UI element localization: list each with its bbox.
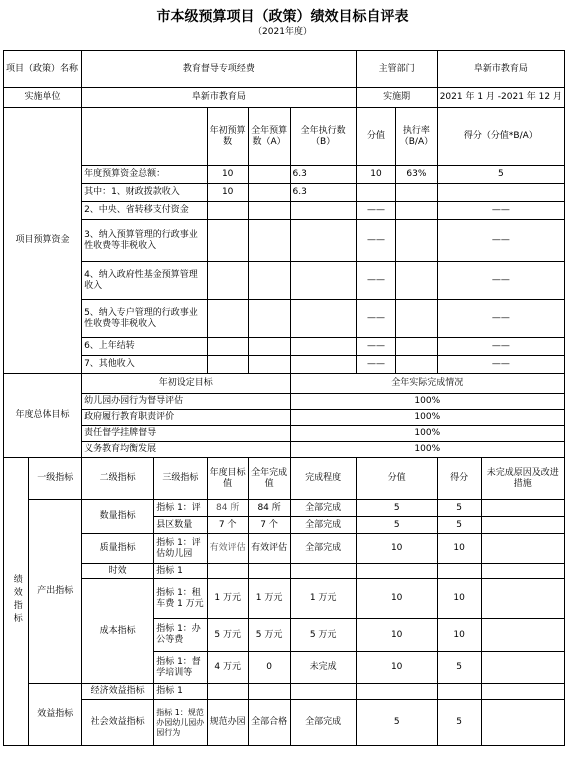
perf-l3: 指标 1 [154,564,207,579]
perf-degree [290,684,356,700]
budget-score: —— [356,262,395,300]
goal-actual: 100% [290,442,564,458]
goal-actual: 100% [290,394,564,410]
perf-actual: 全部合格 [248,700,290,746]
goal-target: 义务教育均衡发展 [82,442,290,458]
page-subtitle: （2021年度） [253,27,312,37]
perf-l3: 指标 1 [154,684,207,700]
perf-l3: 指标 1：办公等费 [154,619,207,652]
benefit-indicator-label: 效益指标 [29,684,82,746]
perf-score: 5 [356,517,437,534]
budget-row [4,166,565,184]
perf-lvl1-header: 一级指标 [29,458,82,500]
perf-l2: 成本指标 [82,579,154,684]
perf-score-header: 分值 [356,458,437,500]
goals-section-label: 年度总体目标 [4,374,82,458]
perf-actual: 有效评估 [248,534,290,564]
budget-exec: 6.3 [290,166,356,184]
budget-rate [396,262,437,300]
unit-label: 实施单位 [4,88,82,108]
perf-get: 5 [437,500,481,517]
perf-row [4,500,565,517]
budget-score: —— [356,202,395,220]
budget-initial: 10 [207,166,248,184]
perf-target: 有效评估 [207,534,248,564]
perf-actual: 7 个 [248,517,290,534]
perf-section-label: 绩效指标 [4,458,29,746]
budget-exec [290,262,356,300]
budget-initial [207,220,248,262]
perf-row [4,534,565,564]
goals-actual-header: 全年实际完成情况 [290,374,564,394]
perf-reason [481,619,564,652]
budget-score [356,184,395,202]
project-name-label: 项目（政策）名称 [4,51,82,88]
budget-row-label: 4、纳入政府性基金预算管理收入 [82,262,208,300]
col-exec-header: 全年执行数（B） [290,108,356,166]
budget-row-label: 3、纳入预算管理的行政事业性收费等非税收入 [82,220,208,262]
perf-target: 7 个 [207,517,248,534]
perf-degree: 未完成 [290,652,356,684]
budget-score: —— [356,300,395,338]
perf-score [356,564,437,579]
perf-get: 10 [437,619,481,652]
perf-actual [248,564,290,579]
goal-row [4,426,565,442]
budget-row [4,356,565,374]
goal-row [4,394,565,410]
budget-initial [207,356,248,374]
budget-rate [396,338,437,356]
budget-get: 5 [437,166,564,184]
perf-target [207,684,248,700]
perf-l2: 时效 [82,564,154,579]
perf-actual: 84 所 [248,500,290,517]
perf-l3: 指标 1：评估幼儿园 [154,534,207,564]
goals-target-header: 年初设定目标 [82,374,290,394]
perf-score [356,684,437,700]
budget-row [4,202,565,220]
perf-row [4,579,565,619]
project-name-value: 教育督导专项经费 [82,51,357,88]
perf-reason-header: 未完成原因及改进措施 [481,458,564,500]
perf-get: 10 [437,579,481,619]
budget-full [248,220,290,262]
perf-degree: 全部完成 [290,534,356,564]
goal-target: 幼儿园办园行为督导评估 [82,394,290,410]
perf-get [437,564,481,579]
budget-get: —— [437,300,564,338]
budget-row [4,184,565,202]
evaluation-table [3,50,565,746]
perf-l2: 数量指标 [82,500,154,534]
goal-actual: 100% [290,426,564,442]
dept-value: 阜新市教育局 [437,51,564,88]
budget-full [248,300,290,338]
perf-l2: 社会效益指标 [82,700,154,746]
goal-actual: 100% [290,410,564,426]
perf-actual: 5 万元 [248,619,290,652]
perf-score: 10 [356,619,437,652]
perf-reason [481,500,564,517]
col-score-header: 分值 [356,108,395,166]
col-rate-header: 执行率（B/A） [396,108,437,166]
budget-row [4,262,565,300]
budget-row-label: 年度预算资金总额： [82,166,208,184]
perf-l3: 指标 1：督学培训等 [154,652,207,684]
budget-full [248,202,290,220]
budget-exec [290,220,356,262]
perf-l3: 指标 1：租车费 1 万元 [154,579,207,619]
perf-target: 1 万元 [207,579,248,619]
perf-l2: 经济效益指标 [82,684,154,700]
perf-row [4,564,565,579]
budget-exec [290,202,356,220]
perf-actual: 1 万元 [248,579,290,619]
goal-target: 责任督学挂牌督导 [82,426,290,442]
perf-score: 5 [356,700,437,746]
budget-full [248,166,290,184]
col-full-header: 全年预算数（A） [248,108,290,166]
budget-rate [396,220,437,262]
perf-get-header: 得分 [437,458,481,500]
perf-score: 10 [356,534,437,564]
perf-reason [481,534,564,564]
budget-get: —— [437,356,564,374]
budget-initial [207,338,248,356]
budget-initial [207,262,248,300]
budget-exec [290,356,356,374]
dept-label: 主管部门 [356,51,437,88]
budget-rate [396,184,437,202]
budget-rate: 63% [396,166,437,184]
perf-get: 5 [437,652,481,684]
budget-exec: 6.3 [290,184,356,202]
perf-reason [481,579,564,619]
perf-get: 5 [437,517,481,534]
perf-reason [481,652,564,684]
perf-target: 5 万元 [207,619,248,652]
perf-degree-header: 完成程度 [290,458,356,500]
budget-initial [207,202,248,220]
budget-exec [290,338,356,356]
budget-full [248,262,290,300]
budget-score: —— [356,220,395,262]
budget-rate [396,356,437,374]
budget-score: —— [356,356,395,374]
page-title: 市本级预算项目（政策）绩效目标自评表 [156,9,409,25]
perf-target-header: 年度目标值 [207,458,248,500]
goal-row [4,410,565,426]
budget-get: —— [437,338,564,356]
perf-l3: 县区数量 [154,517,207,534]
perf-get: 10 [437,534,481,564]
budget-rate [396,202,437,220]
budget-row-label: 其中：1、财政拨款收入 [82,184,208,202]
perf-get [437,684,481,700]
perf-target: 4 万元 [207,652,248,684]
perf-row [4,700,565,746]
perf-row [4,684,565,700]
perf-degree: 5 万元 [290,619,356,652]
perf-score: 10 [356,579,437,619]
perf-score: 10 [356,652,437,684]
perf-reason [481,564,564,579]
goal-row [4,442,565,458]
budget-exec [290,300,356,338]
perf-target [207,564,248,579]
budget-row-label: 6、上年结转 [82,338,208,356]
budget-rate [396,300,437,338]
perf-reason [481,700,564,746]
budget-row [4,338,565,356]
budget-section-label: 项目预算资金 [4,108,82,374]
budget-full [248,338,290,356]
perf-degree: 全部完成 [290,500,356,517]
budget-get: —— [437,262,564,300]
budget-initial [207,300,248,338]
goal-target: 政府履行教育职责评价 [82,410,290,426]
period-value: 2021 年 1 月 -2021 年 12 月 [437,88,564,108]
budget-get: —— [437,202,564,220]
budget-initial: 10 [207,184,248,202]
budget-get [437,184,564,202]
perf-l3: 指标 1：规范办园幼儿园办园行为 [154,700,207,746]
budget-row-label: 5、纳入专户管理的行政事业性收费等非税收入 [82,300,208,338]
budget-score: 10 [356,166,395,184]
perf-degree [290,564,356,579]
perf-get: 5 [437,700,481,746]
perf-l2: 质量指标 [82,534,154,564]
perf-target: 84 所 [207,500,248,517]
budget-header-blank [82,108,208,166]
perf-degree: 1 万元 [290,579,356,619]
perf-reason [481,684,564,700]
perf-actual [248,684,290,700]
perf-l3: 指标 1：评 [154,500,207,517]
perf-degree: 全部完成 [290,517,356,534]
unit-value: 阜新市教育局 [82,88,357,108]
output-indicator-label: 产出指标 [29,500,82,684]
budget-full [248,184,290,202]
perf-degree: 全部完成 [290,700,356,746]
perf-score: 5 [356,500,437,517]
perf-actual: 0 [248,652,290,684]
period-label: 实施期 [356,88,437,108]
perf-target: 规范办园 [207,700,248,746]
budget-row [4,300,565,338]
col-initial-header: 年初预算数 [207,108,248,166]
perf-reason [481,517,564,534]
perf-lvl2-header: 二级指标 [82,458,154,500]
col-get-header: 得分（分值*B/A） [437,108,564,166]
perf-lvl3-header: 三级指标 [154,458,207,500]
budget-get: —— [437,220,564,262]
budget-row-label: 2、中央、省转移支付资金 [82,202,208,220]
budget-row [4,220,565,262]
budget-full [248,356,290,374]
budget-row-label: 7、其他收入 [82,356,208,374]
budget-score: —— [356,338,395,356]
perf-actual-header: 全年完成值 [248,458,290,500]
